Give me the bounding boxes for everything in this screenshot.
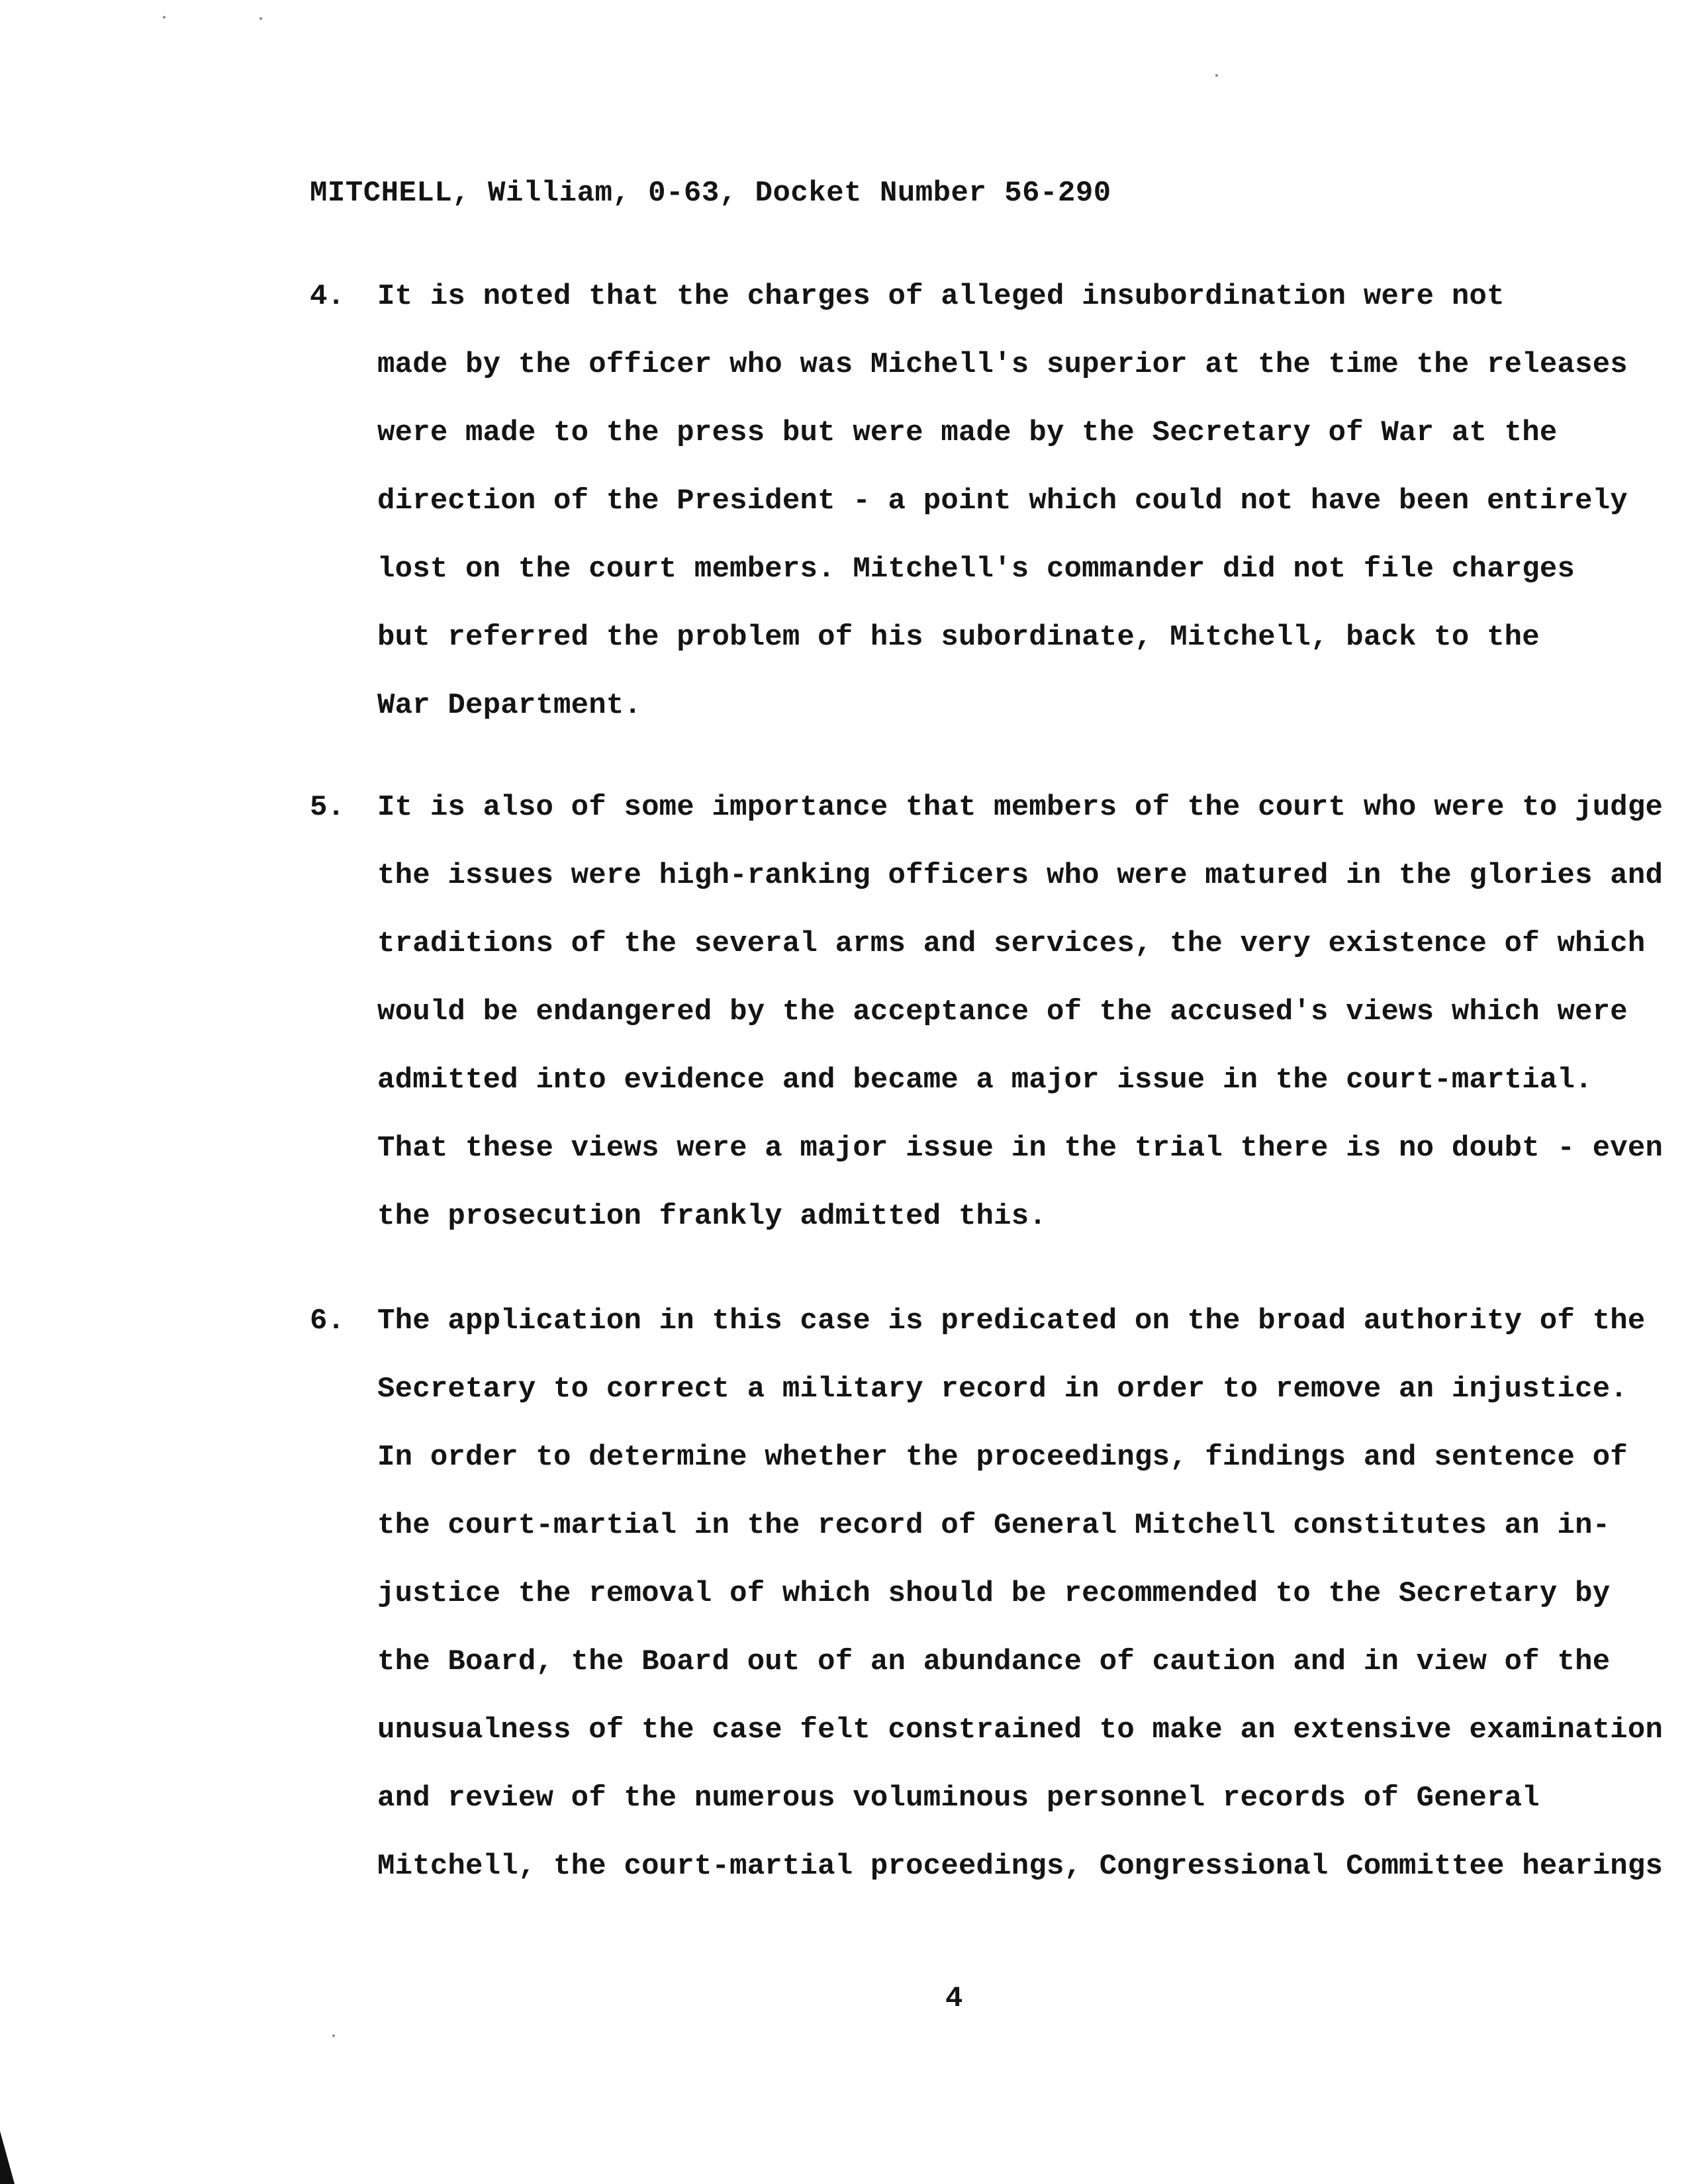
text-line: It is also of some importance that members of the court who were to judge	[377, 791, 1664, 824]
paragraph-number: 4.	[310, 280, 345, 313]
scan-edge-mark	[0, 2131, 15, 2184]
text-line: the issues were high-ranking officers who were matured in the glories and	[377, 859, 1664, 892]
text-line: In order to determine whether the proceedings, findings and sentence of	[377, 1441, 1628, 1474]
text-line: traditions of the several arms and services, the very existence of which	[377, 927, 1646, 960]
text-line: admitted into evidence and became a major issue in the court-martial.	[377, 1064, 1593, 1097]
text-line: The application in this case is predicated on the broad authority of the	[377, 1304, 1646, 1338]
text-line: made by the officer who was Michell's superior at the time the releases	[377, 348, 1628, 381]
text-line: the court-martial in the record of General Mitchell constitutes an in-	[377, 1509, 1611, 1542]
scan-speck	[1215, 74, 1218, 77]
text-line: were made to the press but were made by the Secretary of War at the	[377, 416, 1558, 449]
paragraph-number: 5.	[310, 791, 345, 824]
text-line: War Department.	[377, 689, 642, 722]
text-line: the Board, the Board out of an abundance of caution and in view of the	[377, 1645, 1611, 1678]
text-line: It is noted that the charges of alleged insubordination were not	[377, 280, 1505, 313]
docket-header: MITCHELL, William, 0-63, Docket Number 56-290	[310, 177, 1111, 210]
text-line: would be endangered by the acceptance of the accused's views which were	[377, 995, 1628, 1028]
scan-speck	[163, 16, 165, 19]
text-line: direction of the President - a point which could not have been entirely	[377, 484, 1628, 518]
text-line: Secretary to correct a military record in order to remove an injustice.	[377, 1373, 1628, 1406]
text-line: That these views were a major issue in the trial there is no doubt - even	[377, 1132, 1664, 1165]
page-number: 4	[945, 1982, 963, 2015]
text-line: lost on the court members. Mitchell's commander did not file charges	[377, 553, 1575, 586]
text-line: unusualness of the case felt constrained to make an extensive examination	[377, 1713, 1664, 1747]
scan-speck	[259, 17, 262, 20]
paragraph-number: 6.	[310, 1304, 345, 1338]
text-line: and review of the numerous voluminous personnel records of General	[377, 1782, 1540, 1815]
text-line: justice the removal of which should be recommended to the Secretary by	[377, 1577, 1611, 1610]
text-line: but referred the problem of his subordinate, Mitchell, back to the	[377, 621, 1540, 654]
scan-speck	[332, 2034, 335, 2037]
text-line: the prosecution frankly admitted this.	[377, 1200, 1047, 1233]
text-line: Mitchell, the court-martial proceedings, Congressional Committee hearings	[377, 1850, 1664, 1883]
